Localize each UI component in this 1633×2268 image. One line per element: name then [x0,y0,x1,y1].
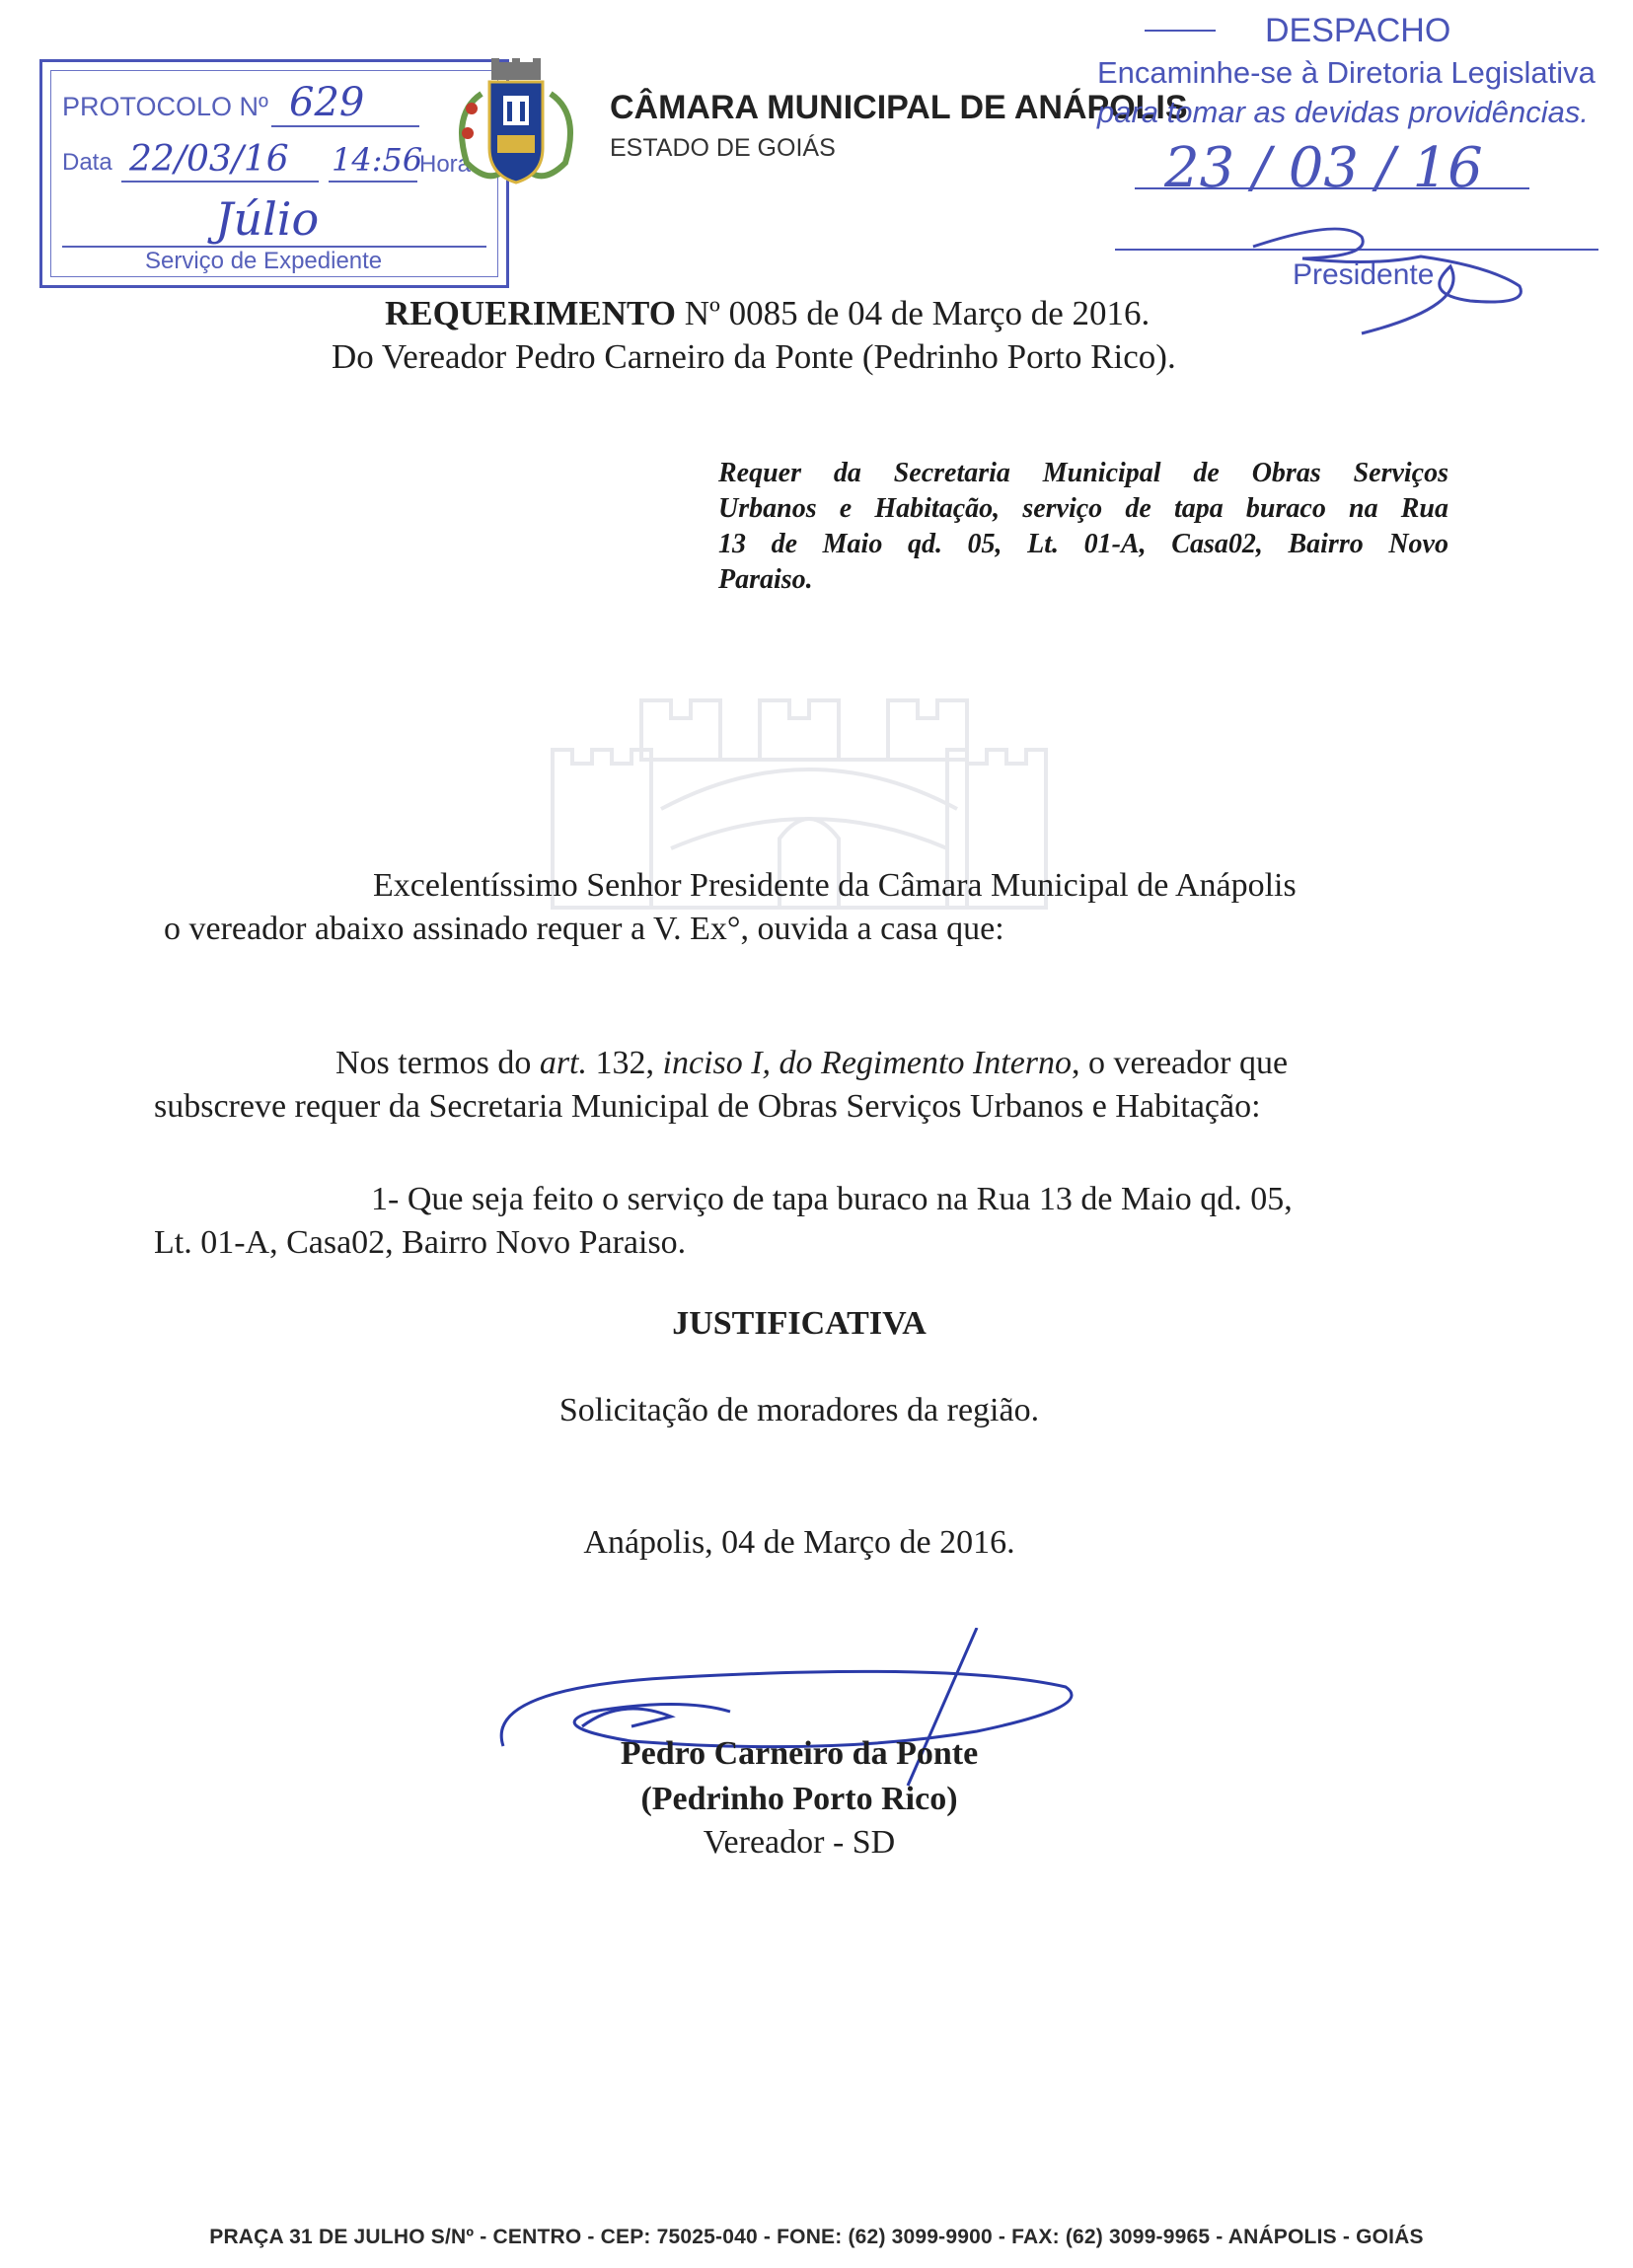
para1-ref: inciso I, do Regimento Interno [662,1045,1073,1081]
para1-art: art. [539,1045,588,1081]
protocol-number: 629 [289,80,365,125]
chamber-name: CÂMARA MUNICIPAL DE ANÁPOLIS [610,89,1188,126]
author-line: Do Vereador Pedro Carneiro da Ponte (Pedrinho Porto Rico). [332,337,1176,376]
summary-line: 13 de Maio qd. 05, Lt. 01-A, Casa02, Bairro Novo [718,529,1448,559]
para1-prefix: Nos termos do [335,1045,540,1081]
item-1-line2: Lt. 01-A, Casa02, Bairro Novo Paraiso. [154,1224,687,1261]
footer-address: PRAÇA 31 DE JULHO S/Nº - CENTRO - CEP: 75025-040 - FONE: (62) 3099-9900 - FAX: (62) 3099-9965 - ANÁPOLIS - GOIÁS [209,2226,1424,2248]
despacho-line2: para tomar as devidas providências. [1097,95,1589,129]
signer-nickname: (Pedrinho Porto Rico) [640,1781,958,1817]
despacho-line1: Encaminhe-se à Diretoria Legislativa [1097,55,1596,90]
summary-line: Paraiso. [718,564,813,595]
clerk-signature: Júlio [215,192,320,246]
place-date: Anápolis, 04 de Março de 2016. [583,1524,1015,1561]
salutation-line2: o vereador abaixo assinado requer a V. Ex°, ouvida a casa que: [164,911,1004,947]
summary-line: Requer da Secretaria Municipal de Obras Serviços [718,458,1448,488]
protocol-date: 22/03/16 [129,139,289,180]
protocol-stamp [39,59,509,288]
justification-title: JUSTIFICATIVA [672,1305,927,1342]
protocol-time: 14:56 [332,141,423,179]
state-name: ESTADO DE GOIÁS [610,134,836,162]
document-title-rest: Nº 0085 de 04 de Março de 2016. [675,294,1151,332]
summary-block [718,456,1448,598]
coat-of-arms-icon [442,54,590,192]
despacho-signer: Presidente [1293,258,1435,291]
paragraph-1-line1 [335,1042,1288,1085]
despacho-date: 23 / 03 / 16 [1164,136,1483,200]
stamp-department: Serviço de Expediente [145,248,383,274]
document-title [385,292,1150,335]
para1-num: 132, [587,1045,663,1081]
signer-name: Pedro Carneiro da Ponte [620,1735,979,1772]
protocol-label: PROTOCOLO Nº [62,92,268,121]
salutation-line1: Excelentíssimo Senhor Presidente da Câmara Municipal de Anápolis [373,867,1297,904]
item-1-line1: 1- Que seja feito o serviço de tapa buraco na Rua 13 de Maio qd. 05, [371,1181,1293,1217]
despacho-rule [1145,30,1216,32]
justification-text: Solicitação de moradores da região. [558,1392,1040,1428]
paragraph-1-line2: subscreve requer da Secretaria Municipal de Obras Serviços Urbanos e Habitação: [154,1088,1261,1125]
despacho-title: DESPACHO [1265,12,1451,49]
signer-role: Vereador - SD [703,1824,896,1861]
summary-line: Urbanos e Habitação, serviço de tapa buraco na Rua [718,493,1448,524]
despacho-date-line [1135,187,1529,189]
para1-suffix: , o vereador que [1072,1045,1289,1081]
document-title-bold: REQUERIMENTO [385,294,676,332]
hour-label: Hora [419,151,472,178]
date-label: Data [62,149,112,176]
